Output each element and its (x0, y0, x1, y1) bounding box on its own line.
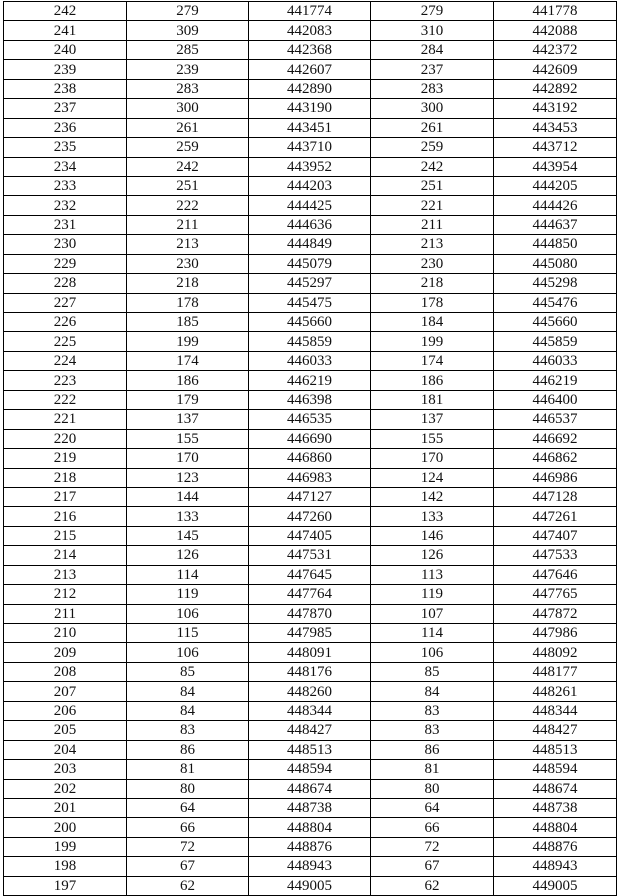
count-cell: 179 (127, 390, 249, 409)
count-cell-alt: 237 (371, 60, 494, 79)
cumulative-cell: 447260 (249, 507, 371, 526)
count-cell: 81 (127, 760, 249, 779)
cumulative-cell-alt: 448261 (494, 682, 617, 701)
score-cell: 239 (4, 60, 127, 79)
score-cell: 200 (4, 818, 127, 837)
table-row (4, 487, 617, 506)
count-cell-alt: 230 (371, 254, 494, 273)
cumulative-cell: 446860 (249, 449, 371, 468)
cumulative-cell-alt: 446692 (494, 429, 617, 448)
count-cell-alt: 67 (371, 857, 494, 876)
count-cell: 119 (127, 585, 249, 604)
cumulative-cell: 448513 (249, 740, 371, 759)
score-cell: 217 (4, 487, 127, 506)
score-cell: 238 (4, 79, 127, 98)
cumulative-cell: 444203 (249, 176, 371, 195)
cumulative-cell: 447405 (249, 526, 371, 545)
count-cell-alt: 300 (371, 99, 494, 118)
cumulative-cell: 448876 (249, 837, 371, 856)
table-row (4, 740, 617, 759)
cumulative-cell-alt: 442372 (494, 40, 617, 59)
cumulative-cell-alt: 441778 (494, 2, 617, 21)
table-row (4, 526, 617, 545)
table-row (4, 21, 617, 40)
table-row (4, 643, 617, 662)
cumulative-cell: 446398 (249, 390, 371, 409)
score-cell: 209 (4, 643, 127, 662)
count-cell: 86 (127, 740, 249, 759)
cumulative-cell: 443710 (249, 138, 371, 157)
cumulative-cell-alt: 444205 (494, 176, 617, 195)
cumulative-cell: 448804 (249, 818, 371, 837)
table-row (4, 410, 617, 429)
count-cell: 84 (127, 701, 249, 720)
count-cell-alt: 64 (371, 798, 494, 817)
score-cell: 206 (4, 701, 127, 720)
table-row (4, 507, 617, 526)
table-row (4, 254, 617, 273)
cumulative-cell-alt: 447986 (494, 624, 617, 643)
cumulative-cell: 446033 (249, 351, 371, 370)
score-cell: 211 (4, 604, 127, 623)
table-row (4, 565, 617, 584)
count-cell-alt: 181 (371, 390, 494, 409)
cumulative-cell-alt: 448804 (494, 818, 617, 837)
cumulative-cell: 447127 (249, 487, 371, 506)
cumulative-cell: 448176 (249, 662, 371, 681)
score-table (3, 1, 617, 896)
table-row (4, 60, 617, 79)
cumulative-cell: 441774 (249, 2, 371, 21)
cumulative-cell-alt: 448674 (494, 779, 617, 798)
table-row (4, 429, 617, 448)
cumulative-cell: 448260 (249, 682, 371, 701)
count-cell: 279 (127, 2, 249, 21)
cumulative-cell: 445660 (249, 313, 371, 332)
cumulative-cell: 446690 (249, 429, 371, 448)
count-cell: 84 (127, 682, 249, 701)
table-row (4, 313, 617, 332)
table-row (4, 332, 617, 351)
score-cell: 199 (4, 837, 127, 856)
cumulative-cell-alt: 443192 (494, 99, 617, 118)
cumulative-cell-alt: 448177 (494, 662, 617, 681)
cumulative-cell-alt: 446986 (494, 468, 617, 487)
table-row (4, 818, 617, 837)
count-cell-alt: 170 (371, 449, 494, 468)
count-cell-alt: 84 (371, 682, 494, 701)
count-cell: 230 (127, 254, 249, 273)
cumulative-cell-alt: 447128 (494, 487, 617, 506)
cumulative-cell-alt: 447765 (494, 585, 617, 604)
table-row (4, 779, 617, 798)
count-cell-alt: 83 (371, 701, 494, 720)
count-cell: 115 (127, 624, 249, 643)
cumulative-cell-alt: 446033 (494, 351, 617, 370)
score-cell: 212 (4, 585, 127, 604)
count-cell: 211 (127, 215, 249, 234)
table-row (4, 40, 617, 59)
cumulative-cell-alt: 447646 (494, 565, 617, 584)
count-cell: 66 (127, 818, 249, 837)
table-row (4, 585, 617, 604)
table-row (4, 196, 617, 215)
cumulative-cell-alt: 449005 (494, 876, 617, 895)
count-cell-alt: 242 (371, 157, 494, 176)
count-cell: 83 (127, 721, 249, 740)
score-cell: 237 (4, 99, 127, 118)
count-cell: 145 (127, 526, 249, 545)
cumulative-cell: 448091 (249, 643, 371, 662)
count-cell-alt: 218 (371, 274, 494, 293)
cumulative-cell-alt: 445476 (494, 293, 617, 312)
cumulative-cell-alt: 443954 (494, 157, 617, 176)
score-cell: 226 (4, 313, 127, 332)
count-cell-alt: 85 (371, 662, 494, 681)
cumulative-cell-alt: 445859 (494, 332, 617, 351)
cumulative-cell-alt: 446862 (494, 449, 617, 468)
cumulative-cell: 445475 (249, 293, 371, 312)
count-cell-alt: 133 (371, 507, 494, 526)
table-row (4, 721, 617, 740)
cumulative-cell-alt: 445660 (494, 313, 617, 332)
count-cell: 222 (127, 196, 249, 215)
count-cell: 239 (127, 60, 249, 79)
count-cell: 137 (127, 410, 249, 429)
cumulative-cell: 447764 (249, 585, 371, 604)
count-cell: 123 (127, 468, 249, 487)
count-cell-alt: 83 (371, 721, 494, 740)
count-cell-alt: 142 (371, 487, 494, 506)
score-cell: 240 (4, 40, 127, 59)
count-cell: 72 (127, 837, 249, 856)
count-cell-alt: 124 (371, 468, 494, 487)
count-cell: 67 (127, 857, 249, 876)
table-row (4, 468, 617, 487)
cumulative-cell: 446535 (249, 410, 371, 429)
cumulative-cell-alt: 446537 (494, 410, 617, 429)
count-cell-alt: 310 (371, 21, 494, 40)
cumulative-cell-alt: 444637 (494, 215, 617, 234)
cumulative-cell: 446219 (249, 371, 371, 390)
cumulative-cell-alt: 448943 (494, 857, 617, 876)
cumulative-cell: 445079 (249, 254, 371, 273)
score-cell: 207 (4, 682, 127, 701)
count-cell: 300 (127, 99, 249, 118)
score-cell: 235 (4, 138, 127, 157)
table-row (4, 760, 617, 779)
cumulative-cell: 449005 (249, 876, 371, 895)
count-cell: 144 (127, 487, 249, 506)
count-cell-alt: 221 (371, 196, 494, 215)
count-cell-alt: 279 (371, 2, 494, 21)
cumulative-cell-alt: 448427 (494, 721, 617, 740)
table-row (4, 662, 617, 681)
cumulative-cell-alt: 447261 (494, 507, 617, 526)
count-cell-alt: 184 (371, 313, 494, 332)
cumulative-cell-alt: 447872 (494, 604, 617, 623)
score-cell: 203 (4, 760, 127, 779)
score-cell: 223 (4, 371, 127, 390)
table-row (4, 99, 617, 118)
table-row (4, 138, 617, 157)
cumulative-cell: 443952 (249, 157, 371, 176)
table-row (4, 235, 617, 254)
score-cell: 221 (4, 410, 127, 429)
score-cell: 229 (4, 254, 127, 273)
cumulative-cell: 447645 (249, 565, 371, 584)
cumulative-cell-alt: 448594 (494, 760, 617, 779)
count-cell: 133 (127, 507, 249, 526)
cumulative-cell-alt: 447407 (494, 526, 617, 545)
table-row (4, 351, 617, 370)
count-cell-alt: 81 (371, 760, 494, 779)
cumulative-cell: 447531 (249, 546, 371, 565)
score-cell: 220 (4, 429, 127, 448)
count-cell: 251 (127, 176, 249, 195)
table-row (4, 449, 617, 468)
score-table-body (4, 2, 617, 896)
score-cell: 205 (4, 721, 127, 740)
score-cell: 234 (4, 157, 127, 176)
count-cell: 186 (127, 371, 249, 390)
cumulative-cell: 443451 (249, 118, 371, 137)
score-cell: 231 (4, 215, 127, 234)
cumulative-cell-alt: 448344 (494, 701, 617, 720)
table-row (4, 371, 617, 390)
cumulative-cell: 448738 (249, 798, 371, 817)
table-row (4, 701, 617, 720)
count-cell-alt: 186 (371, 371, 494, 390)
count-cell-alt: 114 (371, 624, 494, 643)
count-cell-alt: 107 (371, 604, 494, 623)
count-cell: 259 (127, 138, 249, 157)
count-cell-alt: 62 (371, 876, 494, 895)
count-cell-alt: 113 (371, 565, 494, 584)
score-cell: 225 (4, 332, 127, 351)
count-cell: 80 (127, 779, 249, 798)
cumulative-cell: 448344 (249, 701, 371, 720)
cumulative-cell-alt: 446400 (494, 390, 617, 409)
count-cell-alt: 86 (371, 740, 494, 759)
count-cell-alt: 137 (371, 410, 494, 429)
cumulative-cell: 448594 (249, 760, 371, 779)
count-cell: 213 (127, 235, 249, 254)
score-cell: 227 (4, 293, 127, 312)
cumulative-cell-alt: 446219 (494, 371, 617, 390)
count-cell-alt: 178 (371, 293, 494, 312)
table-row (4, 215, 617, 234)
count-cell-alt: 72 (371, 837, 494, 856)
cumulative-cell: 444636 (249, 215, 371, 234)
cumulative-cell-alt: 447533 (494, 546, 617, 565)
table-row (4, 274, 617, 293)
cumulative-cell: 446983 (249, 468, 371, 487)
cumulative-cell: 443190 (249, 99, 371, 118)
count-cell-alt: 155 (371, 429, 494, 448)
cumulative-cell-alt: 448092 (494, 643, 617, 662)
table-row (4, 157, 617, 176)
count-cell-alt: 283 (371, 79, 494, 98)
count-cell: 261 (127, 118, 249, 137)
score-cell: 241 (4, 21, 127, 40)
cumulative-cell-alt: 445080 (494, 254, 617, 273)
count-cell-alt: 119 (371, 585, 494, 604)
count-cell: 85 (127, 662, 249, 681)
cumulative-cell: 442607 (249, 60, 371, 79)
table-row (4, 624, 617, 643)
count-cell: 178 (127, 293, 249, 312)
count-cell-alt: 80 (371, 779, 494, 798)
count-cell-alt: 126 (371, 546, 494, 565)
cumulative-cell-alt: 443453 (494, 118, 617, 137)
score-cell: 204 (4, 740, 127, 759)
score-cell: 201 (4, 798, 127, 817)
table-row (4, 546, 617, 565)
count-cell: 185 (127, 313, 249, 332)
cumulative-cell: 448943 (249, 857, 371, 876)
table-row (4, 682, 617, 701)
count-cell: 106 (127, 643, 249, 662)
table-row (4, 118, 617, 137)
count-cell-alt: 284 (371, 40, 494, 59)
table-row (4, 79, 617, 98)
table-row (4, 604, 617, 623)
table-row (4, 876, 617, 895)
cumulative-cell: 448674 (249, 779, 371, 798)
score-cell: 230 (4, 235, 127, 254)
cumulative-cell: 442083 (249, 21, 371, 40)
count-cell-alt: 199 (371, 332, 494, 351)
count-cell-alt: 261 (371, 118, 494, 137)
score-cell: 232 (4, 196, 127, 215)
cumulative-cell-alt: 448513 (494, 740, 617, 759)
cumulative-cell-alt: 445298 (494, 274, 617, 293)
table-row (4, 798, 617, 817)
score-cell: 224 (4, 351, 127, 370)
cumulative-cell: 444425 (249, 196, 371, 215)
count-cell: 242 (127, 157, 249, 176)
cumulative-cell-alt: 442892 (494, 79, 617, 98)
count-cell: 106 (127, 604, 249, 623)
cumulative-cell: 445297 (249, 274, 371, 293)
count-cell: 283 (127, 79, 249, 98)
count-cell-alt: 251 (371, 176, 494, 195)
cumulative-cell-alt: 444426 (494, 196, 617, 215)
score-cell: 233 (4, 176, 127, 195)
table-row (4, 857, 617, 876)
count-cell: 114 (127, 565, 249, 584)
count-cell: 199 (127, 332, 249, 351)
table-row (4, 176, 617, 195)
cumulative-cell-alt: 443712 (494, 138, 617, 157)
table-row (4, 837, 617, 856)
score-cell: 236 (4, 118, 127, 137)
score-cell: 219 (4, 449, 127, 468)
count-cell-alt: 259 (371, 138, 494, 157)
score-cell: 208 (4, 662, 127, 681)
count-cell: 285 (127, 40, 249, 59)
score-cell: 215 (4, 526, 127, 545)
count-cell: 309 (127, 21, 249, 40)
score-cell: 216 (4, 507, 127, 526)
count-cell: 174 (127, 351, 249, 370)
table-row (4, 2, 617, 21)
cumulative-cell-alt: 448876 (494, 837, 617, 856)
score-cell: 242 (4, 2, 127, 21)
count-cell: 62 (127, 876, 249, 895)
count-cell-alt: 213 (371, 235, 494, 254)
score-cell: 218 (4, 468, 127, 487)
count-cell: 155 (127, 429, 249, 448)
cumulative-cell: 445859 (249, 332, 371, 351)
score-cell: 198 (4, 857, 127, 876)
table-row (4, 390, 617, 409)
cumulative-cell-alt: 448738 (494, 798, 617, 817)
cumulative-cell: 444849 (249, 235, 371, 254)
count-cell: 170 (127, 449, 249, 468)
score-cell: 228 (4, 274, 127, 293)
count-cell: 218 (127, 274, 249, 293)
count-cell-alt: 146 (371, 526, 494, 545)
score-cell: 214 (4, 546, 127, 565)
table-row (4, 293, 617, 312)
cumulative-cell-alt: 442609 (494, 60, 617, 79)
score-cell: 210 (4, 624, 127, 643)
cumulative-cell: 442890 (249, 79, 371, 98)
score-cell: 202 (4, 779, 127, 798)
cumulative-cell: 448427 (249, 721, 371, 740)
score-cell: 222 (4, 390, 127, 409)
count-cell-alt: 211 (371, 215, 494, 234)
count-cell-alt: 66 (371, 818, 494, 837)
cumulative-cell: 442368 (249, 40, 371, 59)
count-cell-alt: 174 (371, 351, 494, 370)
cumulative-cell: 447985 (249, 624, 371, 643)
cumulative-cell: 447870 (249, 604, 371, 623)
count-cell: 126 (127, 546, 249, 565)
score-cell: 213 (4, 565, 127, 584)
count-cell: 64 (127, 798, 249, 817)
cumulative-cell-alt: 442088 (494, 21, 617, 40)
cumulative-cell-alt: 444850 (494, 235, 617, 254)
score-table-container (3, 1, 617, 896)
score-cell: 197 (4, 876, 127, 895)
count-cell-alt: 106 (371, 643, 494, 662)
